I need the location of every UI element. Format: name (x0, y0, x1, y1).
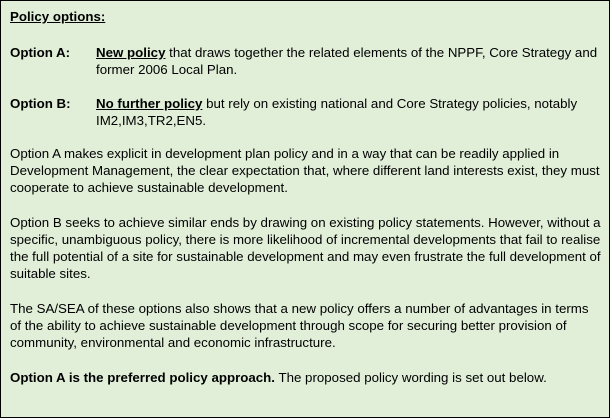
paragraph-option-b: Option B seeks to achieve similar ends by drawing on existing policy statements. However, without a specific, unambiguous policy, there is more likelihood of incremental developments that fail to realise the full potential of a site for sustainable development and may even frustrate the full development of suitable sites. (10, 215, 601, 281)
paragraph-option-a: Option A makes explicit in development plan policy and in a way that can be readily applied in Development Management, the clear expectation that, where different land interests exist, they must cooperate to achieve sustainable development. (10, 146, 600, 195)
option-b-title: No further policy (96, 96, 203, 111)
conclusion-text: The proposed policy wording is set out below. (275, 370, 547, 385)
section-heading: Policy options: (10, 9, 106, 24)
option-b (10, 95, 601, 129)
option-b-label: Option B: (10, 96, 71, 111)
option-a-title: New policy (96, 45, 166, 60)
option-a-label: Option A: (10, 45, 71, 60)
conclusion-bold: Option A is the preferred policy approach. (10, 370, 275, 385)
paragraph-sa-sea: The SA/SEA of these options also shows that a new policy offers a number of advantages in terms of the ability to achieve sustainable development through scope for securing better provision of community, environmental and economic infrastructure. (10, 301, 589, 350)
conclusion (10, 369, 601, 386)
option-a-description: that draws together the related elements of the NPPF, Core Strategy and former 2006 Local Plan. (96, 45, 598, 77)
option-a (10, 44, 601, 78)
option-b-description: but rely on existing national and Core Strategy policies, notably IM2,IM3,TR2,EN5. (96, 96, 578, 128)
